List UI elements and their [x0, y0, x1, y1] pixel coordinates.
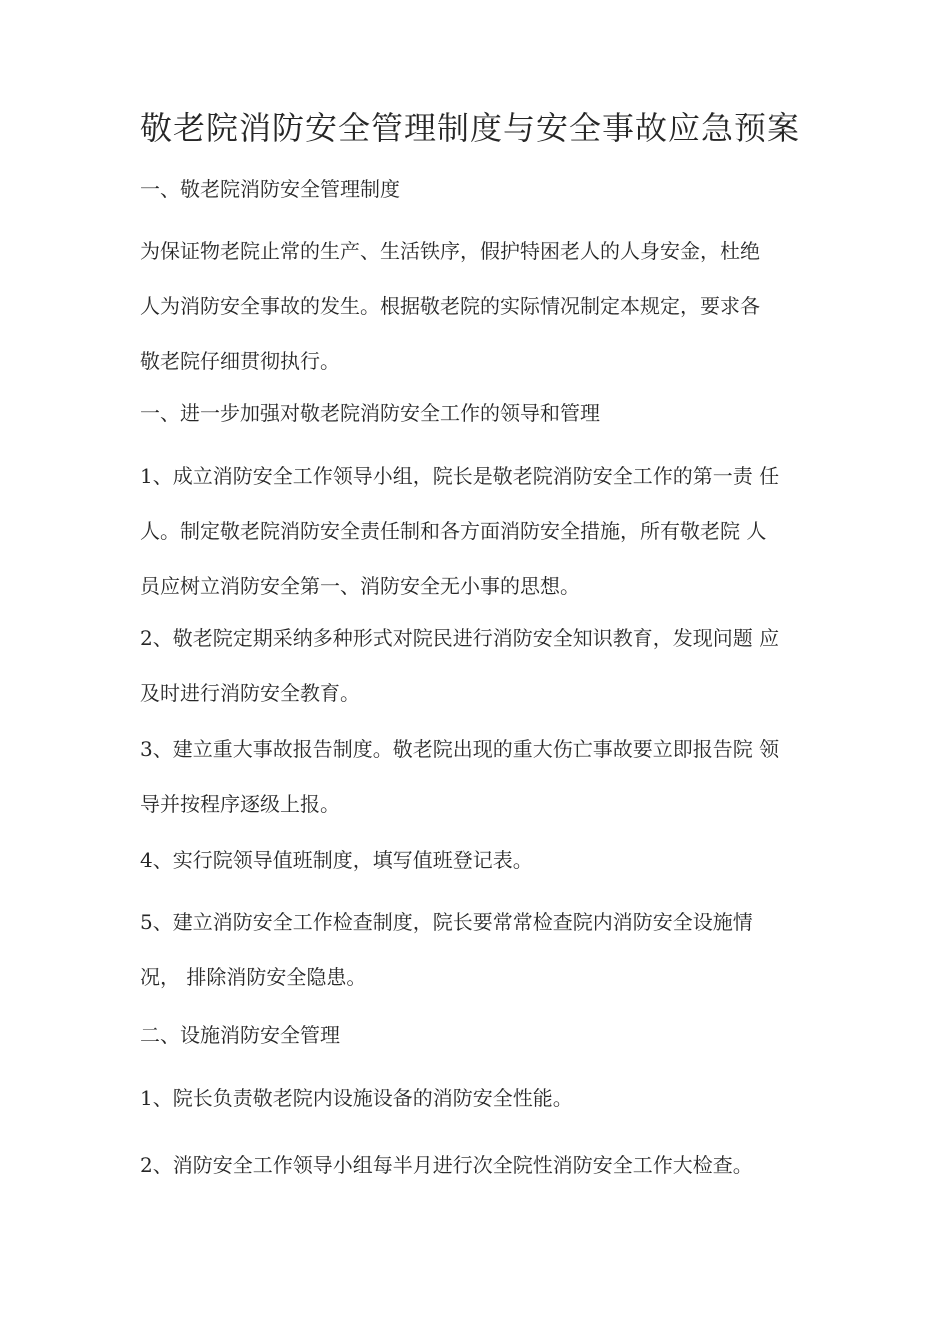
text-line: 员应树立消防安全第一、消防安全无小事的思想。 — [140, 574, 580, 598]
list-item-3 — [140, 722, 830, 832]
text-line: 1、院长负责敬老院内设施设备的消防安全性能。 — [140, 1086, 573, 1110]
text-line: 人为消防安全事故的发生。根据敬老院的实际情况制定本规定，要求各 — [140, 294, 760, 318]
section-heading-3 — [140, 1008, 830, 1063]
text-line: 人。制定敬老院消防安全责任制和各方面消防安全措施，所有敬老院 人 — [140, 519, 767, 543]
list-item-2 — [140, 611, 830, 721]
text-line: 敬老院仔细贯彻执行。 — [140, 349, 340, 373]
text-line: 一、进一步加强对敬老院消防安全工作的领导和管理 — [140, 401, 600, 425]
text-line: 二、设施消防安全管理 — [140, 1023, 340, 1047]
text-line: 导并按程序逐级上报。 — [140, 792, 340, 816]
section-heading-2 — [140, 386, 830, 441]
intro-paragraph — [140, 224, 830, 389]
text-line: 3、建立重大事故报告制度。敬老院出现的重大伤亡事故要立即报告院 领 — [140, 737, 780, 761]
text-line: 5、建立消防安全工作检查制度，院长要常常检查院内消防安全设施情 — [140, 910, 753, 934]
list-item-6 — [140, 1071, 830, 1126]
text-line: 为保证物老院止常的生产、生活铁序，假护特困老人的人身安金，杜绝 — [140, 239, 760, 263]
text-line: 及时进行消防安全教育。 — [140, 681, 360, 705]
text-line: 2、敬老院定期采纳多种形式对院民进行消防安全知识教育，发现问题 应 — [140, 626, 780, 650]
list-item-5 — [140, 895, 830, 1005]
document-title: 敬老院消防安全管理制度与安全事故应急预案 — [139, 109, 800, 147]
text-line: 一、敬老院消防安全管理制度 — [140, 177, 400, 201]
text-line: 4、实行院领导值班制度，填写值班登记表。 — [140, 848, 533, 872]
section-heading-1 — [140, 162, 830, 217]
list-item-1 — [140, 449, 830, 614]
list-item-7 — [140, 1138, 830, 1193]
text-line: 2、消防安全工作领导小组每半月进行次全院性消防安全工作大检查。 — [140, 1153, 753, 1177]
list-item-4 — [140, 833, 830, 888]
text-line: 况， 排除消防安全隐患。 — [140, 965, 367, 989]
text-line: 1、成立消防安全工作领导小组，院长是敬老院消防安全工作的第一责 任 — [140, 464, 780, 488]
